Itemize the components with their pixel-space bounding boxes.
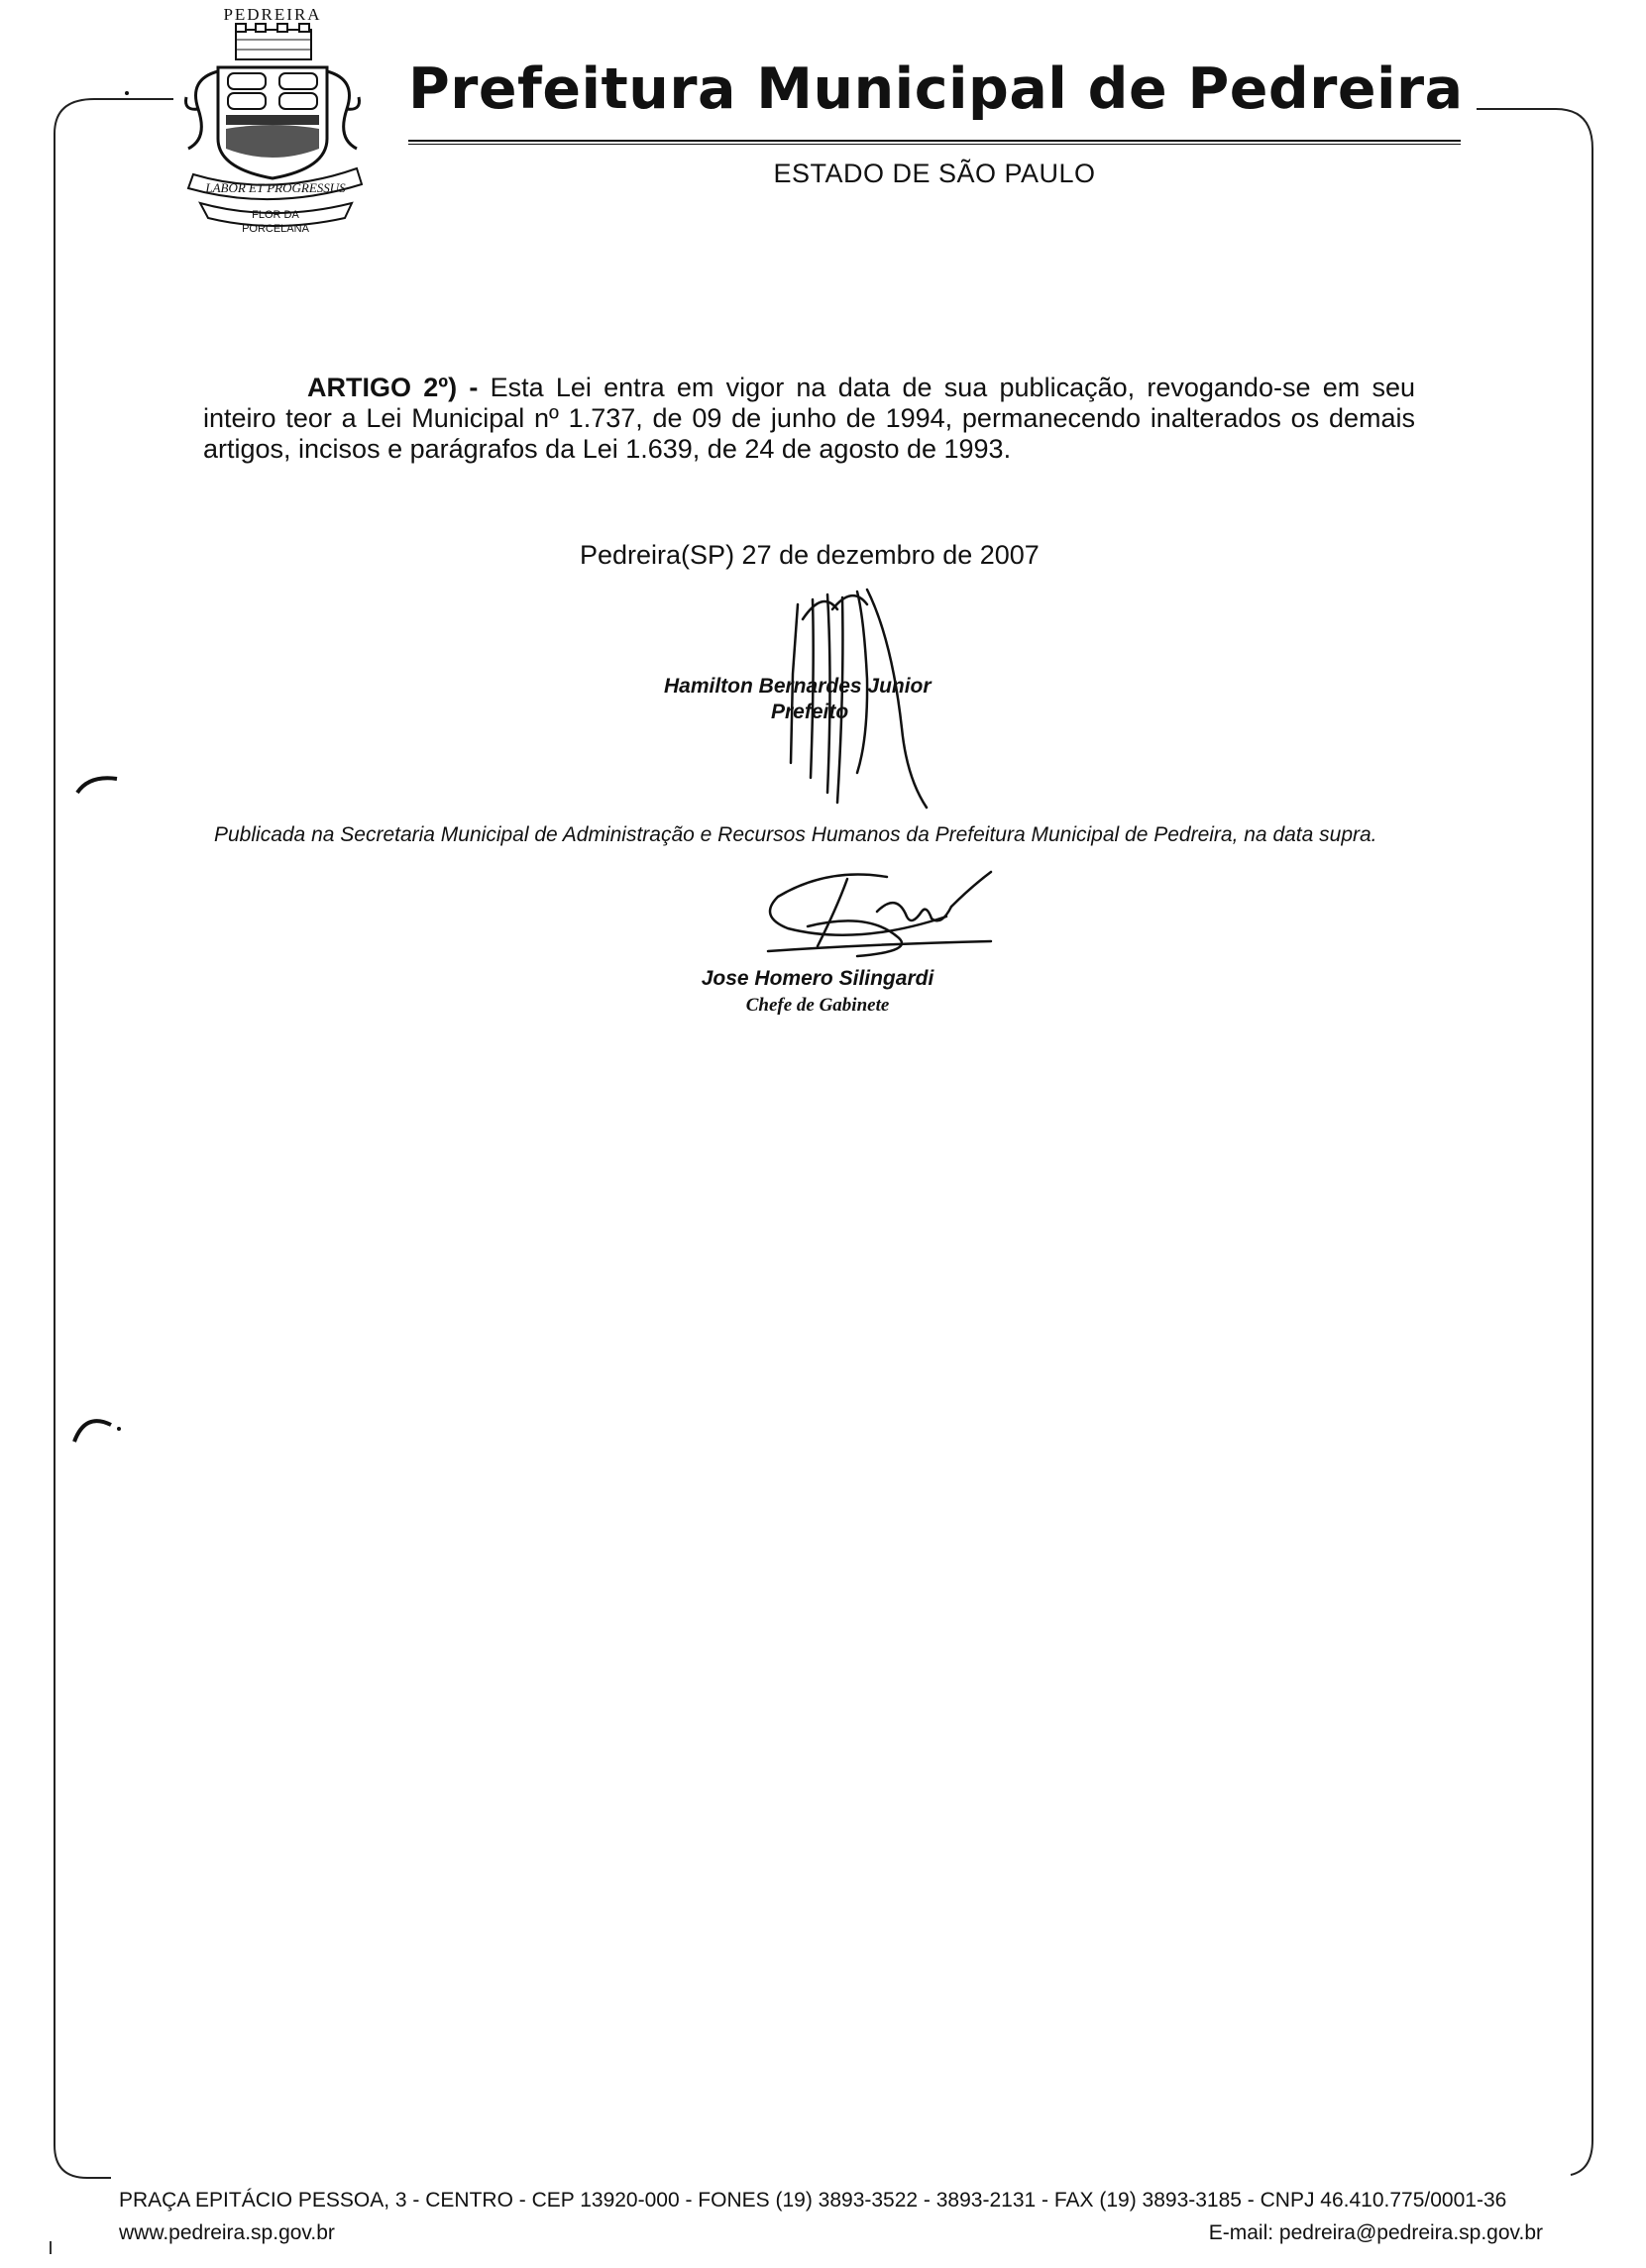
page-title: Prefeitura Municipal de Pedreira xyxy=(408,56,1464,122)
signatory-1-name: Hamilton Bernardes Junior xyxy=(664,675,932,698)
svg-text:PORCELANA: PORCELANA xyxy=(242,223,309,235)
svg-text:PEDREIRA: PEDREIRA xyxy=(223,5,322,24)
signatory-1 xyxy=(664,674,961,725)
svg-text:LABOR ET PROGRESSUS: LABOR ET PROGRESSUS xyxy=(205,180,346,195)
article-paragraph xyxy=(203,373,1415,465)
svg-text:FLOR DA: FLOR DA xyxy=(252,209,299,221)
header-divider-thin xyxy=(408,144,1461,145)
signature-chief-of-staff xyxy=(748,857,1006,971)
binder-hole-mark-bottom xyxy=(74,1421,111,1442)
publication-note: Publicada na Secretaria Municipal de Administração e Recursos Humanos da Prefeitura Municipal de Pedreira, na data supra. xyxy=(214,823,1377,846)
article-text: Esta Lei entra em vigor na data de sua publicação, revogando-se em seu inteiro teor a Lei Municipal nº 1.737, de 09 de junho de 1994, permanecendo inalterados os demais artigos, incisos e parágrafos da Lei 1.639, de 24 de agosto de 1993. xyxy=(203,373,1415,464)
signatory-1-role: Prefeito xyxy=(771,701,849,723)
coat-of-arms-logo xyxy=(178,0,386,238)
article-heading: ARTIGO 2º) - xyxy=(307,373,479,402)
date-line: Pedreira(SP) 27 de dezembro de 2007 xyxy=(580,540,1040,570)
header-divider xyxy=(408,140,1461,142)
footer-email: E-mail: pedreira@pedreira.sp.gov.br xyxy=(1208,2221,1543,2244)
state-subtitle: ESTADO DE SÃO PAULO xyxy=(773,159,1096,188)
binder-hole-mark-top xyxy=(77,778,117,793)
signatory-2-role: Chefe de Gabinete xyxy=(745,995,890,1016)
footer-website: www.pedreira.sp.gov.br xyxy=(119,2221,335,2244)
footer-address: PRAÇA EPITÁCIO PESSOA, 3 - CENTRO - CEP 13920-000 - FONES (19) 3893-3522 - 3893-2131 - FAX (19) 3893-3185 - CNPJ 46.410.775/0001-36 xyxy=(119,2189,1507,2212)
signatory-2-name: Jose Homero Silingardi xyxy=(701,967,934,990)
